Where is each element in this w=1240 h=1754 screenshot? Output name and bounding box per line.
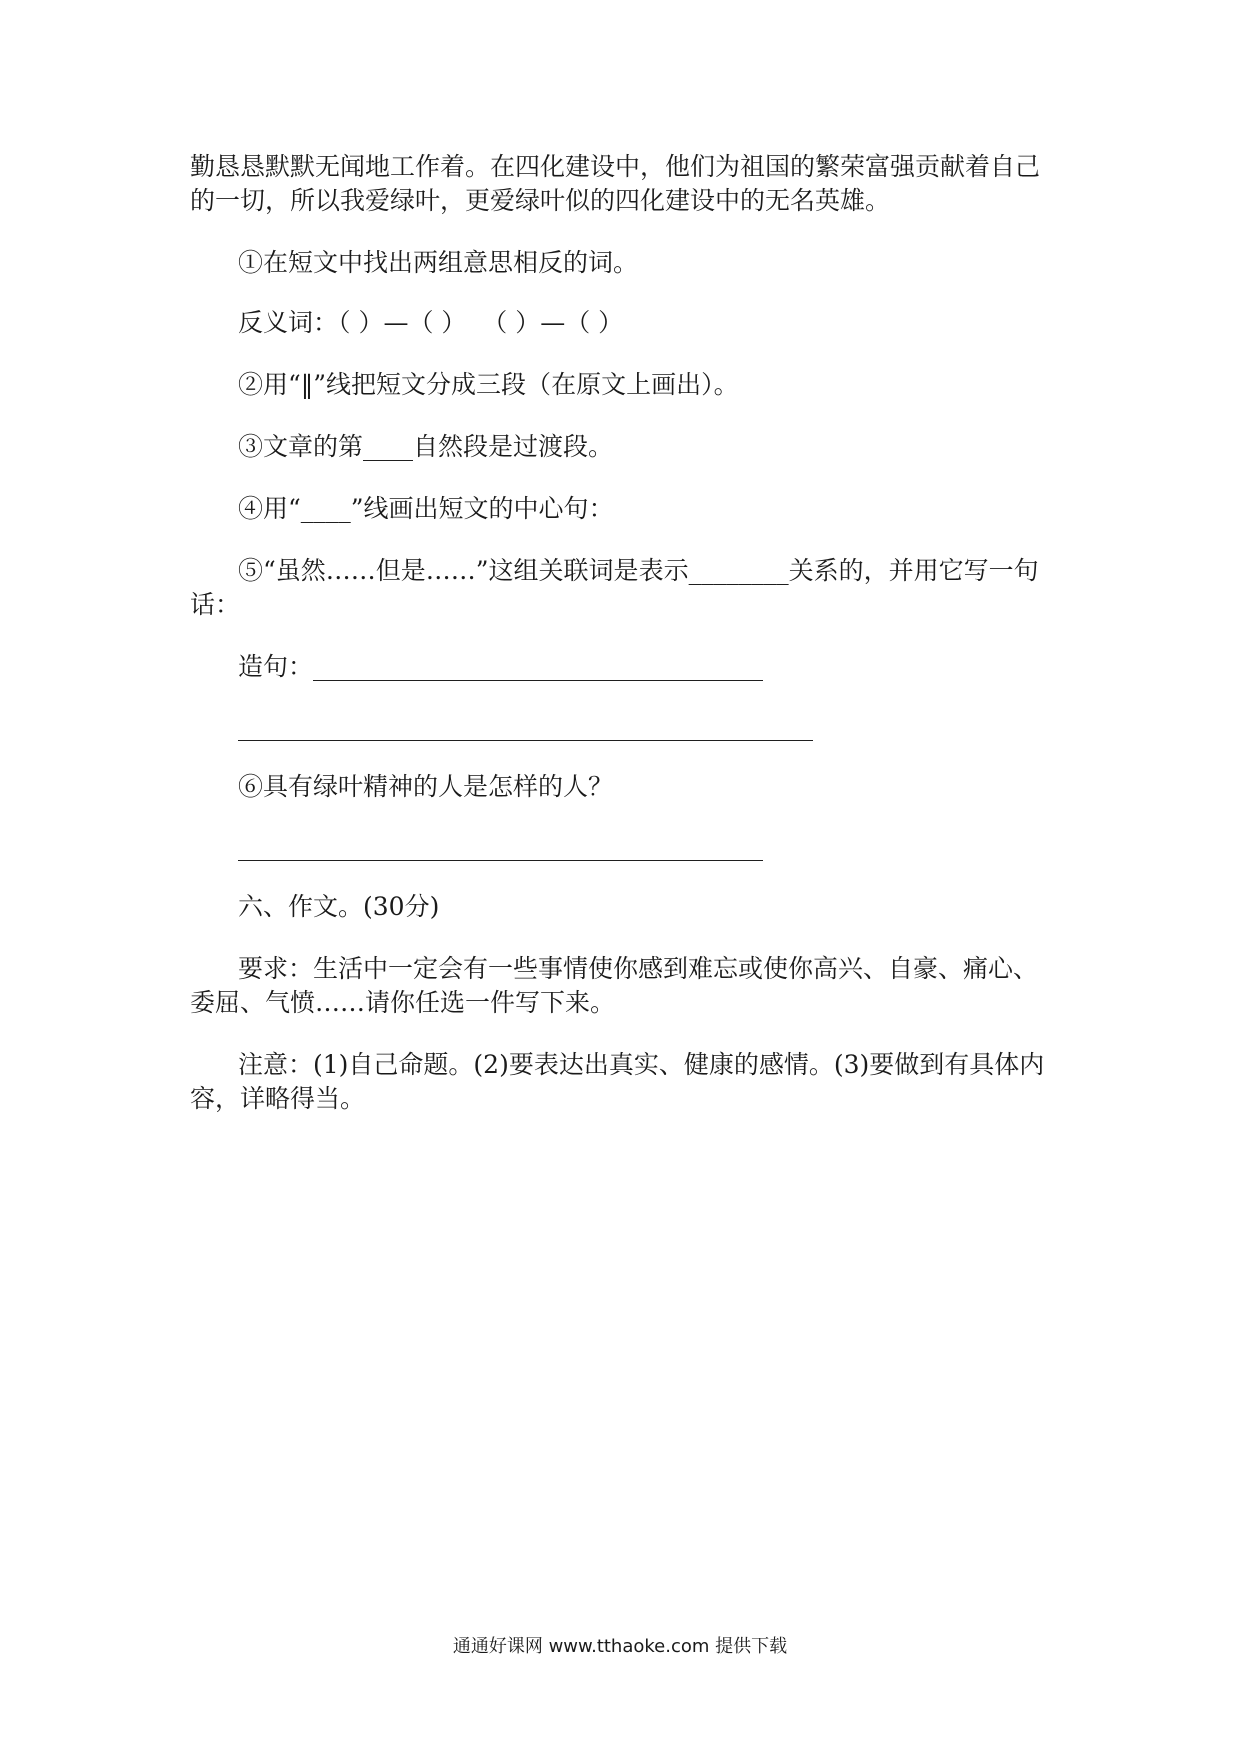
intro-paragraph: 勤恳恳默默无闻地工作着。在四化建设中，他们为祖国的繁荣富强贡献着自己的一切，所以我爱绿叶，更爱绿叶似的四化建设中的无名英雄。	[190, 152, 1041, 215]
footer-credit: 通通好课网 www.tthaoke.com 提供下载	[452, 1636, 788, 1657]
question-1: ①在短文中找出两组意思相反的词。	[238, 248, 639, 277]
requirement-paragraph: 要求：生活中一定会有一些事情使你感到难忘或使你高兴、自豪、痛心、委屈、气愤……请你任选一件写下来。	[190, 954, 1039, 1017]
notice-paragraph: 注意：(1)自己命题。(2)要表达出真实、健康的感情。(3)要做到有具体内容，详略得当。	[190, 1050, 1045, 1113]
section-six-heading: 六、作文。(30分)	[238, 892, 440, 921]
question-4: ④用“____”线画出短文的中心句：	[238, 494, 614, 523]
question-5: ⑤“虽然……但是……”这组关联词是表示________关系的，并用它写一句话：	[190, 556, 1039, 619]
question-2: ②用“‖”线把短文分成三段（在原文上画出）。	[238, 370, 739, 399]
question-3: ③文章的第____自然段是过渡段。	[238, 432, 614, 461]
antonym-line: 反义词：（ ）—（ ） （ ）—（ ）	[238, 308, 624, 337]
blank-line-2: __________________________________________	[238, 832, 763, 861]
question-6: ⑥具有绿叶精神的人是怎样的人？	[238, 772, 614, 801]
sentence-line: 造句：____________________________________	[238, 652, 764, 681]
blank-line-1: ______________________________________________	[238, 712, 813, 741]
